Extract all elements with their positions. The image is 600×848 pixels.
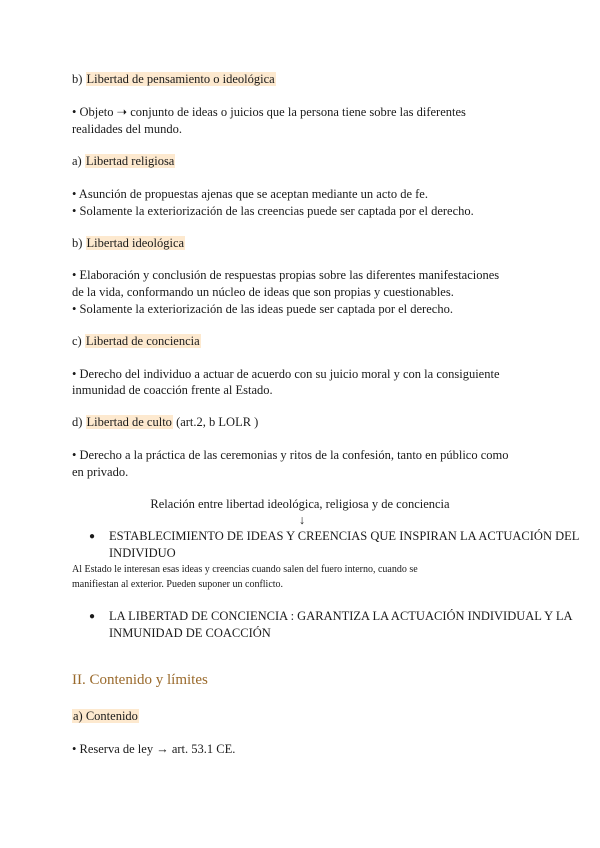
down-arrow-icon: ↓ xyxy=(298,513,306,527)
bullet-text: de la vida, conformando un núcleo de ideas que son propias y cuestionables. xyxy=(72,285,454,299)
list-item-text: INMUNIDAD DE COACCIÓN xyxy=(109,626,271,640)
section-prefix: c) xyxy=(72,334,85,348)
section-title: Libertad de pensamiento o ideológica xyxy=(86,72,275,86)
bullet-text: • Derecho a la práctica de las ceremonias y ritos de la confesión, tanto en público como xyxy=(72,448,509,462)
section-heading xyxy=(72,333,201,350)
note-text: Al Estado le interesan esas ideas y creencias cuando salen del fuero interno, cuando se xyxy=(72,564,418,575)
section-heading xyxy=(72,71,276,88)
section-suffix: (art.2, b LOLR ) xyxy=(172,415,259,429)
bullet-text: • Solamente la exteriorización de las ideas puede ser captada por el derecho. xyxy=(72,302,453,316)
section-heading xyxy=(72,235,185,252)
section-title: Libertad ideológica xyxy=(86,236,185,250)
bullet-text: inmunidad de coacción frente al Estado. xyxy=(72,383,273,397)
section-prefix: b) xyxy=(72,236,86,250)
section-prefix: b) xyxy=(72,72,86,86)
bullet-text: • Asunción de propuestas ajenas que se aceptan mediante un acto de fe. xyxy=(72,187,428,201)
bullet-text: • Elaboración y conclusión de respuestas propias sobre las diferentes manifestaciones xyxy=(72,268,500,282)
bullet-text: realidades del mundo. xyxy=(72,122,183,136)
section-title: a) Contenido xyxy=(73,709,138,723)
section-title: Libertad de culto xyxy=(86,415,172,429)
section-prefix: d) xyxy=(72,415,86,429)
section-title: Libertad de conciencia xyxy=(85,334,200,348)
list-bullet-icon: ● xyxy=(89,531,96,542)
list-item-text: LA LIBERTAD DE CONCIENCIA : GARANTIZA LA ACTUACIÓN INDIVIDUAL Y LA xyxy=(109,609,573,623)
bullet-text: • Objeto ➝ conjunto de ideas o juicios que la persona tiene sobre las diferentes xyxy=(72,105,466,119)
chapter-heading: II. Contenido y límites xyxy=(72,672,208,688)
bullet-text: en privado. xyxy=(72,465,129,479)
list-item-text: INDIVIDUO xyxy=(109,546,176,560)
section-prefix: a) xyxy=(72,154,85,168)
note-text: manifiestan al exterior. Pueden suponer un conflicto. xyxy=(72,579,284,590)
section-heading xyxy=(72,414,258,431)
section-title: Libertad religiosa xyxy=(85,154,175,168)
bullet-text: • Derecho del individuo a actuar de acuerdo con su juicio moral y con la consiguiente xyxy=(72,367,500,381)
bullet-text: • Reserva de ley → art. 53.1 CE. xyxy=(72,742,236,756)
section-heading xyxy=(72,708,139,725)
list-bullet-icon: ● xyxy=(89,611,96,622)
bullet-text: • Solamente la exteriorización de las creencias puede ser captada por el derecho. xyxy=(72,204,474,218)
relation-title: Relación entre libertad ideológica, religiosa y de conciencia xyxy=(150,497,450,511)
section-heading xyxy=(72,153,175,170)
list-item-text: ESTABLECIMIENTO DE IDEAS Y CREENCIAS QUE INSPIRAN LA ACTUACIÓN DEL xyxy=(109,529,580,543)
